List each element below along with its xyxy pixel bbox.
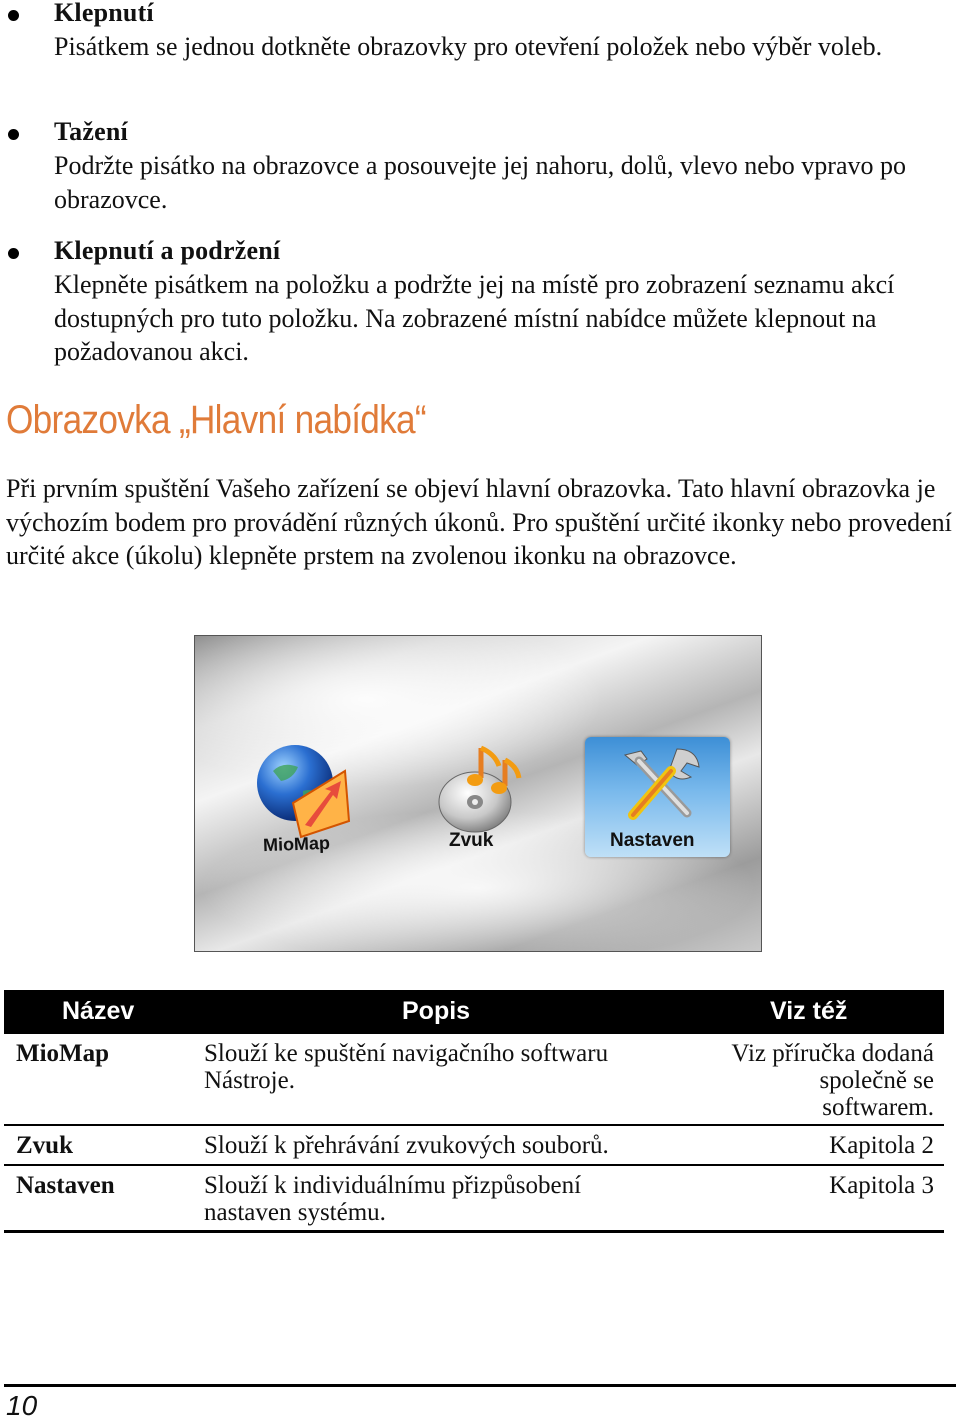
cell-name: Zvuk xyxy=(16,1132,73,1159)
page-number: 10 xyxy=(6,1390,38,1421)
main-menu-screenshot xyxy=(194,635,762,952)
nastaven-tile[interactable] xyxy=(585,737,730,857)
bullet-text: Podržte pisátko na obrazovce a posouvejte jej nahoru, dolů, vlevo nebo vpravo po obrazovce. xyxy=(54,151,906,214)
row-divider xyxy=(4,1124,944,1126)
column-header-see-also: Viz též xyxy=(770,997,848,1025)
bullet-text: Pisátkem se jednou dotkněte obrazovky pro otevření položek nebo výběr voleb. xyxy=(54,32,883,61)
menu-label-nastaven: Nastaven xyxy=(610,830,695,851)
section-intro: Při prvním spuštění Vašeho zařízení se objeví hlavní obrazovka. Tato hlavní obrazovka je výchozím bodem pro provádění různých úkonů. Pro spuštění určité ikonky nebo provedení určité akce (úkolu) klepněte prstem na zvolenou ikonku na obrazovce. xyxy=(6,474,952,571)
bullet-dot-icon xyxy=(8,248,19,259)
table-header xyxy=(4,990,944,1034)
column-header-name: Název xyxy=(62,997,135,1025)
table-bottom-rule xyxy=(4,1230,944,1233)
section-heading: Obrazovka „Hlavní nabídka“ xyxy=(6,398,426,442)
menu-label-zvuk: Zvuk xyxy=(449,830,494,851)
tools-icon xyxy=(607,741,707,829)
bullet-title: Klepnutí xyxy=(54,0,154,27)
music-disc-icon[interactable] xyxy=(433,738,533,838)
table-row xyxy=(4,1132,944,1162)
cell-see-also: Kapitola 3 xyxy=(829,1172,934,1199)
cell-description: Slouží k přehrávání zvukových souborů. xyxy=(204,1132,609,1159)
footer-rule xyxy=(4,1384,956,1387)
cell-name: Nastaven xyxy=(16,1172,115,1199)
bullet-title: Klepnutí a podržení xyxy=(54,236,281,265)
row-divider xyxy=(4,1164,944,1166)
bullet-dot-icon xyxy=(8,10,19,21)
cell-name: MioMap xyxy=(16,1040,110,1067)
bullet-text: Klepněte pisátkem na položku a podržte jej na místě pro zobrazení seznamu akcí dostupných pro tuto položku. Na zobrazené místní nabídce můžete klepnout na požadovanou akci. xyxy=(54,270,895,366)
table-row xyxy=(4,1172,944,1228)
menu-label-miomap: MioMap xyxy=(262,832,331,856)
globe-map-icon[interactable] xyxy=(253,741,353,841)
table-row xyxy=(4,1040,944,1124)
column-header-description: Popis xyxy=(402,997,471,1025)
cell-see-also: Kapitola 2 xyxy=(829,1132,934,1159)
bullet-dot-icon xyxy=(8,129,19,140)
bullet-title: Tažení xyxy=(54,117,128,146)
cell-see-also: Viz příručka dodaná společně se softwarem. xyxy=(731,1040,934,1121)
cell-description: Slouží k individuálnímu přizpůsobení nastaven systému. xyxy=(204,1172,582,1226)
cell-description: Slouží ke spuštění navigačního softwaru Nástroje. xyxy=(204,1040,609,1094)
